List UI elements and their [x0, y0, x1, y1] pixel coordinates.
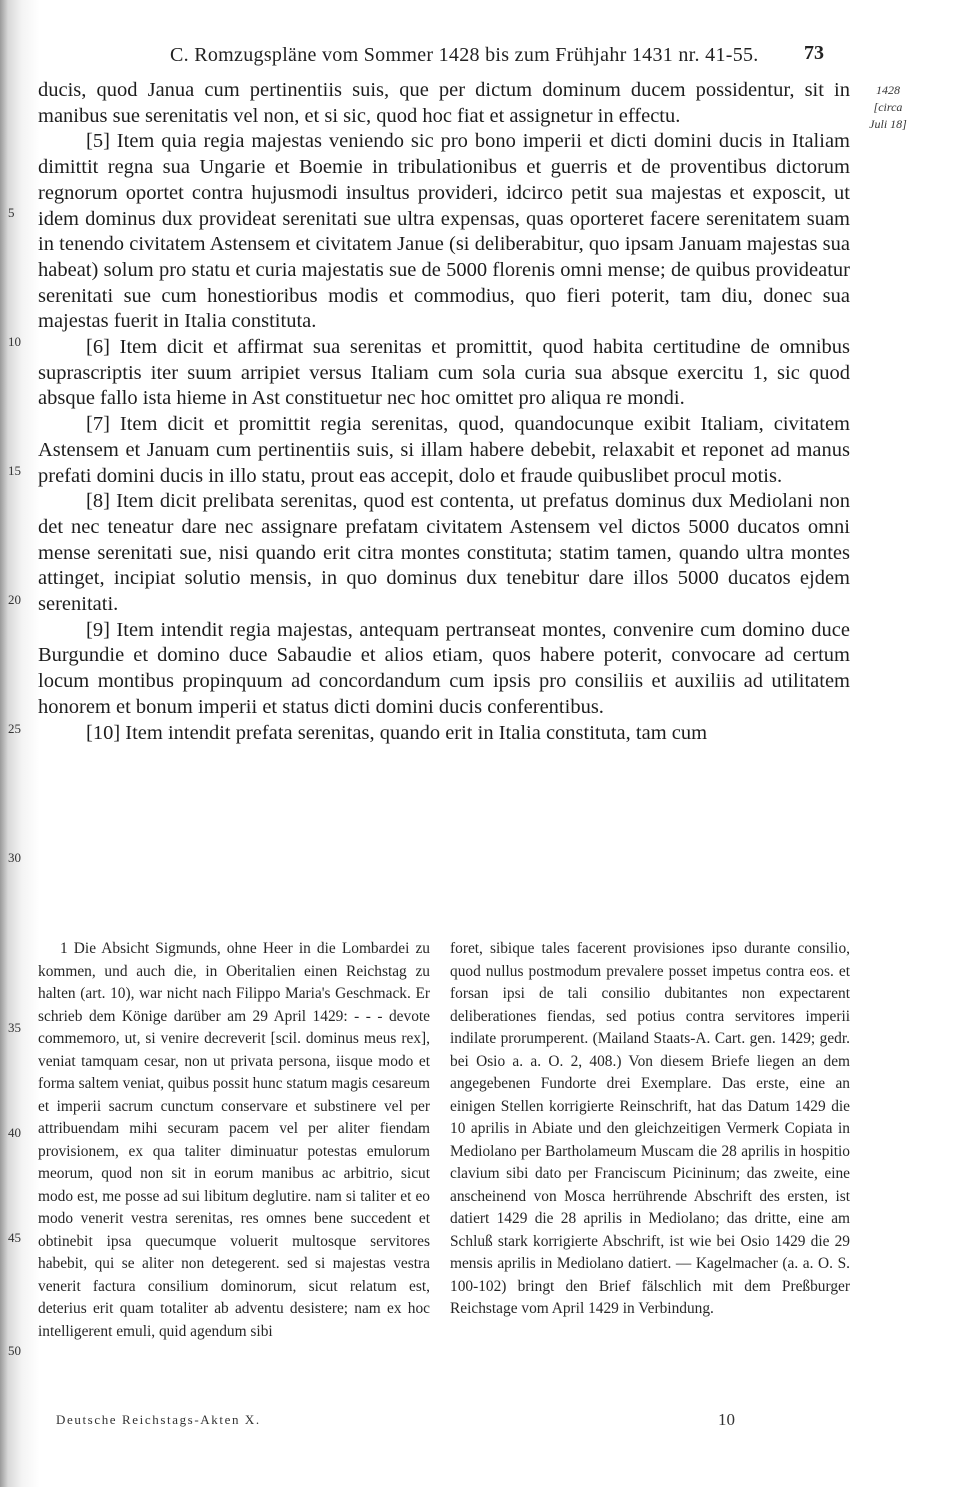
footnotes	[38, 938, 850, 1408]
line-number: 20	[8, 592, 21, 607]
page-header	[0, 38, 960, 68]
margin-date-note	[858, 82, 918, 133]
margin-date-circa: [circa	[873, 100, 903, 114]
line-number: 5	[8, 205, 15, 220]
paragraph-6: [6] Item dicit et affirmat sua serenitas et promittit, quod habita certitudine de omnibus suprascriptis iter suum arripiet versus Italiam cum sola curia sua absque exercitu 1, sic quod absque fallo ista hieme in Ast constituetur nec hoc omittet pro aliqua re mondi.	[38, 336, 850, 410]
paragraph-7: [7] Item dicit et promittit regia serenitas, quod, quandocunque exibit Italiam, civitatem Astensem et Januam cum pertinentiis suis, si illam habere debebit, relaxabit et reponet ad manus prefati domini ducis in illo statu, prout eas accepit, dolo et fraude quibuslibet procul motis.	[38, 413, 850, 487]
footnote-line-number: 45	[8, 1230, 21, 1245]
footnote-1-continued: foret, sibique tales facerent provisiones ipso durante consilio, quod nullus postmodum prevalere posset impetus contra eos. et forsan ipsi de tali consilio dubitantes non expectarent deliberationes fiendas, sed potius contra servitores imperii indilate prorumperent. (Mailand Staats-A. Cart. gen. 1429; gedr. bei Osio a. a. O. 2, 408.) Von diesem Briefe liegen an dem angegebenen Fundorte drei Exemplare. Das erste, eine an einigen Stellen korrigierte Reinschrift, hat das Datum 1429 die 10 aprilis in Abiate und den gleichzeitigen Vermerk Copiata in Mediolano per Bartholameum Muscam die 28 aprilis in hospitio clavium sibi dato per Franciscum Picininum; das zweite, eine anscheinend von Mosca herrührende Abschrift des ersten, ist datiert 1429 die 28 aprilis in Mediolano; das dritte, eine am Schluß stark korrigierte Abschrift, ist wie bei Osio 1429 die 29 mensis aprilis in Mediolano datiert. — Kagelmacher (a. a. O. S. 100-102) bringt den Brief fälschlich mit dem Preßburger Reichstage vom April 1429 in Verbindung.	[450, 940, 850, 1317]
sheet-number: 10	[718, 1410, 735, 1429]
footnote-column-left	[38, 938, 430, 1343]
margin-date-year: 1428	[876, 83, 900, 97]
paragraph-continuation: ducis, quod Janua cum pertinentiis suis, que per dictum dominum ducem possidentur, sit in manibus sue serenitatis vel non, et si sic, quod hoc fiat et assignetur in effectu.	[38, 79, 850, 127]
line-number: 30	[8, 850, 21, 865]
paragraph-9: [9] Item intendit regia majestas, antequam pertranseat montes, convenire cum domino duce Burgundie et domino duce Sabaudie et alios etiam, quos habere poterit, convocare ad certum locum montibus propinquum ad concordandum cum ipsis pro consiliis et auxiliis ad utilitatem honorem et bonum imperii et status dicti domini ducis conferentibus.	[38, 618, 850, 718]
footnote-column-right	[450, 938, 850, 1321]
page-number: 73	[804, 42, 824, 64]
footnote-1: 1 Die Absicht Sigmunds, ohne Heer in die Lombardei zu kommen, und auch die, in Oberitalien einen Reichstag zu halten (art. 10), war nicht nach Filippo Maria's Geschmack. Er schrieb dem Könige darüber am 29 April 1429: - - - devote commemoro, ut, si venire decreverit [scil. dominus meus rex], veniat tamquam cesar, non ut privata persona, iisque modo et forma saltem veniat, quibus possit hunc statum magis cesareum et imperii sacrum cunctum conservare et substinere vel per attribuendam mihi securam pacem vel per aliter fiendam provisionem, ex qua taliter diminuatur potestas emulorum meorum, quod non sit in eorum manibus ac arbitrio, sicut modo est, me posse ad sui libitum deglutire. nam si taliter et eo modo venerit vestra serenitas, res omnes bene succedent et obtinebit ipsa quecumque voluerit multosque servitores habebit, qui se aliter non detegerent. sed si majestas vestra venerit factura consilium dominorum, sicut relatum est, deterius erit quam totaliter ab adventu desistere; nam ex hoc intelligerent emuli, quid agendum sibi	[38, 940, 430, 1340]
line-number: 10	[8, 334, 21, 349]
paragraph-5: [5] Item quia regia majestas veniendo sic pro bono imperii et dicti domini ducis in Italiam dimittit regna sua Ungarie et Boemie in tribulationibus et guerris et de proventibus dictorum regnorum oportet contra hujusmodi insultus provideri, idcirco petit sua majestas et exposcit, ut idem dominus dux provideat serenitati sue ultra expensas, quas oporteret facere serenitatem suam in tenendo civitatem Astensem et civitatem Janue (si deliberabitur, quo ipsam Januam majestas sua habeat) solum pro statu et curia majestatis sue de 5000 florenis omni mense; de quibus provideatur serenitati sue cum honestioribus modis et commodius, quo fieri poterit, tam diu, donec sua majestas fuerit in Italia constituta.	[38, 130, 850, 333]
line-number: 15	[8, 463, 21, 478]
footnote-line-number: 50	[8, 1343, 21, 1358]
footnote-line-number: 35	[8, 1020, 21, 1035]
paragraph-10: [10] Item intendit prefata serenitas, quando erit in Italia constituta, tam cum	[86, 721, 708, 744]
sheet-signature: Deutsche Reichstags-Akten X.	[56, 1412, 261, 1427]
margin-date-day: Juli 18]	[869, 117, 907, 131]
line-number: 25	[8, 721, 21, 736]
running-head: C. Romzugspläne vom Sommer 1428 bis zum Frühjahr 1431 nr. 41-55.	[170, 44, 759, 66]
footnote-line-number: 40	[8, 1125, 21, 1140]
main-text	[38, 78, 850, 746]
paragraph-8: [8] Item dicit prelibata serenitas, quod est contenta, ut prefatus dominus dux Mediolani non det nec teneatur dare nec assignare prefatam civitatem Astensem vel dictos 5000 ducatos omni mense serenitati sue, nisi quando erit citra montes constituta; statim tamen, quando ultra montes attinget, incipiat solutio mensis, in quo dominus dux tenebitur dare illos 5000 ducatos ejdem serenitati.	[38, 490, 850, 616]
